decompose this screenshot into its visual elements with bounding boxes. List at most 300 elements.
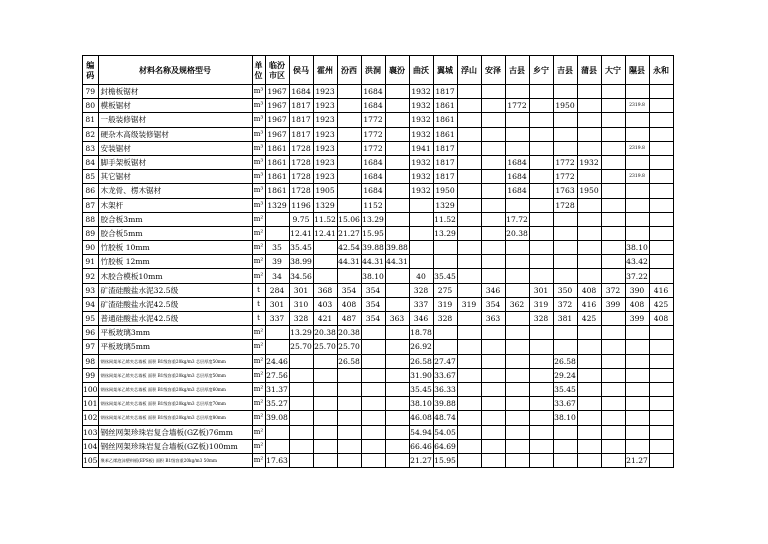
price-cell: 39.88 <box>385 241 409 255</box>
price-cell <box>433 255 457 269</box>
price-cell: 29.24 <box>553 368 577 382</box>
price-cell: 27.56 <box>265 368 289 382</box>
price-cell: 36.33 <box>433 382 457 396</box>
price-cell <box>625 85 649 99</box>
price-cell: 1861 <box>265 155 289 169</box>
price-cell: 44.31 <box>361 255 385 269</box>
price-cell: 26.58 <box>337 354 361 368</box>
price-cell: 39 <box>265 255 289 269</box>
price-cell: 1684 <box>289 85 313 99</box>
unit-cell: m³ <box>252 85 265 99</box>
price-cell: 15.06 <box>337 212 361 226</box>
price-cell <box>337 170 361 184</box>
price-cell <box>385 155 409 169</box>
price-cell <box>553 127 577 141</box>
price-cell <box>313 411 337 425</box>
price-cell <box>553 212 577 226</box>
price-cell <box>337 85 361 99</box>
unit-cell: m³ <box>252 127 265 141</box>
price-cell <box>337 425 361 439</box>
price-cell <box>457 411 481 425</box>
price-cell <box>529 354 553 368</box>
price-cell: 44.31 <box>337 255 361 269</box>
price-cell: 25.70 <box>337 340 361 354</box>
price-cell: 328 <box>433 312 457 326</box>
material-name: 木龙骨、楞木锯材 <box>98 184 252 198</box>
price-cell: 408 <box>625 297 649 311</box>
price-cell <box>601 453 625 467</box>
price-cell <box>601 113 625 127</box>
price-cell <box>505 397 529 411</box>
price-cell: 21.27 <box>337 226 361 240</box>
price-cell <box>481 354 505 368</box>
price-cell <box>505 425 529 439</box>
price-cell: 1861 <box>433 113 457 127</box>
price-cell: 26.58 <box>553 354 577 368</box>
price-cell <box>385 99 409 113</box>
price-cell: 362 <box>505 297 529 311</box>
price-cell <box>625 340 649 354</box>
price-cell <box>505 354 529 368</box>
price-cell <box>601 382 625 396</box>
price-cell <box>649 354 673 368</box>
price-cell <box>649 226 673 240</box>
price-cell: 1932 <box>409 127 433 141</box>
price-cell <box>529 340 553 354</box>
price-cell <box>601 99 625 113</box>
column-header: 侯马 <box>289 56 313 85</box>
price-cell <box>337 198 361 212</box>
price-cell: 26.92 <box>409 340 433 354</box>
table-row <box>83 326 674 340</box>
price-cell <box>481 141 505 155</box>
price-cell <box>577 340 601 354</box>
price-cell <box>385 283 409 297</box>
price-cell <box>649 99 673 113</box>
price-cell: 1967 <box>265 99 289 113</box>
row-code: 89 <box>83 226 99 240</box>
price-cell <box>529 184 553 198</box>
price-cell <box>481 127 505 141</box>
material-name: 普通硅酸盐水泥42.5级 <box>98 312 252 326</box>
price-cell <box>625 397 649 411</box>
material-name: 矿渣硅酸盐水泥42.5级 <box>98 297 252 311</box>
price-cell: 1684 <box>505 155 529 169</box>
price-cell <box>385 368 409 382</box>
price-cell: 20.38 <box>337 326 361 340</box>
row-code: 84 <box>83 155 99 169</box>
price-cell: 372 <box>553 297 577 311</box>
price-cell <box>265 226 289 240</box>
table-row <box>83 226 674 240</box>
price-cell: 26.58 <box>409 354 433 368</box>
price-cell: 350 <box>553 283 577 297</box>
price-cell: 1817 <box>433 170 457 184</box>
price-cell <box>529 198 553 212</box>
price-cell <box>529 368 553 382</box>
price-cell <box>481 368 505 382</box>
price-cell: 1728 <box>289 170 313 184</box>
price-cell <box>577 170 601 184</box>
price-cell <box>625 326 649 340</box>
price-cell <box>649 212 673 226</box>
table-row <box>83 155 674 169</box>
price-cell <box>505 113 529 127</box>
price-cell <box>577 198 601 212</box>
price-cell: 40 <box>409 269 433 283</box>
price-cell <box>505 255 529 269</box>
price-cell <box>505 198 529 212</box>
price-cell: 2319.8 <box>625 141 649 155</box>
material-name: 平板玻璃5mm <box>98 340 252 354</box>
material-name: 钢丝网架苯乙烯夹芯墙板 面积 B1级容重20kg/m3 芯层厚度50mm <box>98 354 252 368</box>
unit-cell: m³ <box>252 141 265 155</box>
price-cell: 27.47 <box>433 354 457 368</box>
table-row <box>83 184 674 198</box>
unit-cell: m³ <box>252 198 265 212</box>
price-cell <box>457 425 481 439</box>
unit-cell: m² <box>252 226 265 240</box>
price-cell <box>457 326 481 340</box>
material-name: 钢丝网架苯乙烯夹芯墙板 面积 B1级容重20kg/m3 芯层厚度70mm <box>98 397 252 411</box>
price-cell <box>361 425 385 439</box>
unit-cell: m² <box>252 397 265 411</box>
price-cell: 363 <box>385 312 409 326</box>
price-cell <box>481 453 505 467</box>
price-cell: 37.22 <box>625 269 649 283</box>
price-cell: 1932 <box>409 113 433 127</box>
price-cell: 301 <box>529 283 553 297</box>
price-cell: 54.94 <box>409 425 433 439</box>
material-name: 木胶合模板10mm <box>98 269 252 283</box>
price-cell <box>361 411 385 425</box>
price-cell: 42.54 <box>337 241 361 255</box>
price-cell <box>313 382 337 396</box>
price-cell <box>385 269 409 283</box>
price-cell: 2319.8 <box>625 99 649 113</box>
price-cell: 39.08 <box>265 411 289 425</box>
price-cell <box>553 113 577 127</box>
row-code: 101 <box>83 397 99 411</box>
material-name: 钢丝网架珍珠岩复合墙板(GZ板)76mm <box>98 425 252 439</box>
price-cell: 390 <box>625 283 649 297</box>
price-cell: 11.52 <box>313 212 337 226</box>
row-code: 103 <box>83 425 99 439</box>
price-cell: 31.90 <box>409 368 433 382</box>
price-cell <box>457 226 481 240</box>
price-cell <box>601 255 625 269</box>
price-cell: 1772 <box>505 99 529 113</box>
price-cell: 381 <box>553 312 577 326</box>
price-cell <box>481 382 505 396</box>
price-cell: 1684 <box>505 184 529 198</box>
price-cell <box>577 85 601 99</box>
material-name: 模板锯材 <box>98 99 252 113</box>
material-name: 钢丝网架苯乙烯夹芯墙板 面积 B1级容重20kg/m3 芯层厚度50mm <box>98 368 252 382</box>
price-cell: 44.31 <box>385 255 409 269</box>
price-cell: 1932 <box>409 99 433 113</box>
column-header: 翼城 <box>433 56 457 85</box>
price-cell <box>529 382 553 396</box>
price-cell: 1684 <box>505 170 529 184</box>
price-cell <box>457 212 481 226</box>
unit-cell: t <box>252 297 265 311</box>
price-cell: 43.42 <box>625 255 649 269</box>
price-cell <box>481 184 505 198</box>
price-cell: 33.67 <box>553 397 577 411</box>
price-cell: 1772 <box>361 141 385 155</box>
price-cell <box>313 453 337 467</box>
price-cell: 35 <box>265 241 289 255</box>
price-cell <box>625 113 649 127</box>
price-cell <box>649 382 673 396</box>
price-cell: 1861 <box>265 170 289 184</box>
price-cell: 328 <box>289 312 313 326</box>
price-cell: 301 <box>289 283 313 297</box>
price-cell <box>433 241 457 255</box>
price-cell <box>481 340 505 354</box>
price-cell <box>529 269 553 283</box>
table-row <box>83 85 674 99</box>
material-name: 平板玻璃3mm <box>98 326 252 340</box>
price-cell <box>409 226 433 240</box>
table-row <box>83 340 674 354</box>
price-cell <box>457 170 481 184</box>
table-row <box>83 297 674 311</box>
price-cell <box>601 326 625 340</box>
price-cell: 319 <box>433 297 457 311</box>
price-cell: 416 <box>577 297 601 311</box>
price-cell <box>337 411 361 425</box>
price-cell: 1763 <box>553 184 577 198</box>
price-cell <box>481 212 505 226</box>
price-cell: 25.70 <box>289 340 313 354</box>
price-cell <box>577 439 601 453</box>
price-cell: 24.46 <box>265 354 289 368</box>
price-cell <box>337 141 361 155</box>
price-cell <box>337 382 361 396</box>
table-row <box>83 283 674 297</box>
price-cell <box>457 312 481 326</box>
price-cell <box>505 439 529 453</box>
price-cell <box>529 99 553 113</box>
price-cell: 368 <box>313 283 337 297</box>
price-cell <box>505 326 529 340</box>
price-cell <box>457 368 481 382</box>
price-cell <box>385 198 409 212</box>
price-cell: 1923 <box>313 85 337 99</box>
price-cell <box>649 241 673 255</box>
price-cell: 1923 <box>313 113 337 127</box>
price-cell: 1817 <box>433 155 457 169</box>
price-cell: 354 <box>481 297 505 311</box>
column-header: 大宁 <box>601 56 625 85</box>
material-name: 钢丝网架苯乙烯夹芯墙板 面积 B1级容重20kg/m3 芯层厚度60mm <box>98 382 252 396</box>
price-cell <box>649 113 673 127</box>
price-cell: 66.46 <box>409 439 433 453</box>
price-cell: 13.29 <box>361 212 385 226</box>
price-cell <box>601 439 625 453</box>
price-cell <box>553 141 577 155</box>
column-header: 单位 <box>252 56 265 85</box>
price-cell: 15.95 <box>433 453 457 467</box>
price-cell <box>649 170 673 184</box>
column-header: 曲沃 <box>409 56 433 85</box>
column-header: 襄汾 <box>385 56 409 85</box>
price-cell <box>505 453 529 467</box>
price-cell <box>577 382 601 396</box>
price-cell: 403 <box>313 297 337 311</box>
price-cell: 372 <box>601 283 625 297</box>
table-row <box>83 425 674 439</box>
price-cell: 399 <box>625 312 649 326</box>
price-cell: 1728 <box>553 198 577 212</box>
price-cell <box>313 241 337 255</box>
column-header: 古县 <box>505 56 529 85</box>
price-cell: 1684 <box>361 99 385 113</box>
unit-cell: m³ <box>252 99 265 113</box>
price-cell <box>337 453 361 467</box>
table-row <box>83 255 674 269</box>
price-cell: 1772 <box>361 113 385 127</box>
price-cell <box>457 127 481 141</box>
price-cell: 31.37 <box>265 382 289 396</box>
price-cell <box>529 113 553 127</box>
price-cell <box>529 226 553 240</box>
table-row <box>83 113 674 127</box>
price-cell: 1728 <box>289 184 313 198</box>
material-name: 硬杂木高级装修锯材 <box>98 127 252 141</box>
price-cell: 17.72 <box>505 212 529 226</box>
price-cell <box>289 425 313 439</box>
unit-cell: m³ <box>252 155 265 169</box>
price-cell <box>505 269 529 283</box>
table-row <box>83 127 674 141</box>
price-cell: 48.74 <box>433 411 457 425</box>
price-cell <box>649 340 673 354</box>
price-cell <box>529 170 553 184</box>
unit-cell: m² <box>252 382 265 396</box>
price-cell <box>385 127 409 141</box>
price-cell <box>385 170 409 184</box>
price-cell: 20.38 <box>313 326 337 340</box>
unit-cell: m² <box>252 453 265 467</box>
row-code: 98 <box>83 354 99 368</box>
price-cell: 1684 <box>361 184 385 198</box>
price-cell <box>337 397 361 411</box>
price-cell <box>625 198 649 212</box>
price-cell <box>649 269 673 283</box>
price-cell <box>649 198 673 212</box>
price-cell <box>529 85 553 99</box>
price-cell <box>385 397 409 411</box>
price-cell <box>457 113 481 127</box>
price-cell: 11.52 <box>433 212 457 226</box>
price-cell: 425 <box>649 297 673 311</box>
price-cell: 328 <box>529 312 553 326</box>
price-cell <box>601 85 625 99</box>
price-cell <box>553 340 577 354</box>
price-cell: 301 <box>265 297 289 311</box>
price-cell: 1728 <box>289 155 313 169</box>
price-cell <box>577 113 601 127</box>
price-cell: 13.29 <box>289 326 313 340</box>
material-name: 胶合板5mm <box>98 226 252 240</box>
price-cell <box>505 382 529 396</box>
price-cell <box>625 411 649 425</box>
price-cell <box>409 212 433 226</box>
price-cell: 21.27 <box>409 453 433 467</box>
price-cell: 35.27 <box>265 397 289 411</box>
unit-cell: m³ <box>252 184 265 198</box>
price-cell: 328 <box>409 283 433 297</box>
price-cell <box>457 155 481 169</box>
table-row <box>83 170 674 184</box>
table-row <box>83 212 674 226</box>
price-cell: 354 <box>361 297 385 311</box>
material-name: 钢丝网架珍珠岩复合墙板(GZ板)100mm <box>98 439 252 453</box>
price-cell <box>385 411 409 425</box>
price-cell: 1932 <box>577 155 601 169</box>
material-name: 封檐板锯材 <box>98 85 252 99</box>
price-cell <box>337 439 361 453</box>
row-code: 102 <box>83 411 99 425</box>
price-cell: 1196 <box>289 198 313 212</box>
price-cell: 25.70 <box>313 340 337 354</box>
price-cell <box>553 326 577 340</box>
price-cell <box>601 155 625 169</box>
price-table <box>82 55 674 468</box>
price-cell: 337 <box>409 297 433 311</box>
unit-cell: m² <box>252 439 265 453</box>
price-cell <box>529 255 553 269</box>
price-cell: 1861 <box>433 127 457 141</box>
price-cell: 38.10 <box>409 397 433 411</box>
price-cell: 1817 <box>433 141 457 155</box>
price-cell: 34.56 <box>289 269 313 283</box>
price-cell <box>601 212 625 226</box>
price-cell <box>481 269 505 283</box>
price-cell <box>625 226 649 240</box>
price-cell <box>457 354 481 368</box>
price-cell <box>385 439 409 453</box>
price-cell: 1967 <box>265 85 289 99</box>
price-cell <box>361 397 385 411</box>
material-name: 一般装修锯材 <box>98 113 252 127</box>
price-cell <box>337 155 361 169</box>
price-cell <box>649 85 673 99</box>
material-name: 矿渣硅酸盐水泥32.5级 <box>98 283 252 297</box>
price-cell <box>649 255 673 269</box>
price-cell <box>289 453 313 467</box>
price-cell <box>457 283 481 297</box>
column-header: 洪洞 <box>361 56 385 85</box>
price-cell <box>577 127 601 141</box>
header-row <box>83 56 674 85</box>
row-code: 100 <box>83 382 99 396</box>
price-cell: 15.95 <box>361 226 385 240</box>
price-cell <box>649 411 673 425</box>
price-cell: 1932 <box>409 170 433 184</box>
price-cell <box>529 453 553 467</box>
price-cell <box>601 198 625 212</box>
price-cell: 1941 <box>409 141 433 155</box>
price-cell <box>601 397 625 411</box>
material-name: 安装锯材 <box>98 141 252 155</box>
table-row <box>83 397 674 411</box>
price-cell <box>505 340 529 354</box>
price-cell: 35.45 <box>409 382 433 396</box>
